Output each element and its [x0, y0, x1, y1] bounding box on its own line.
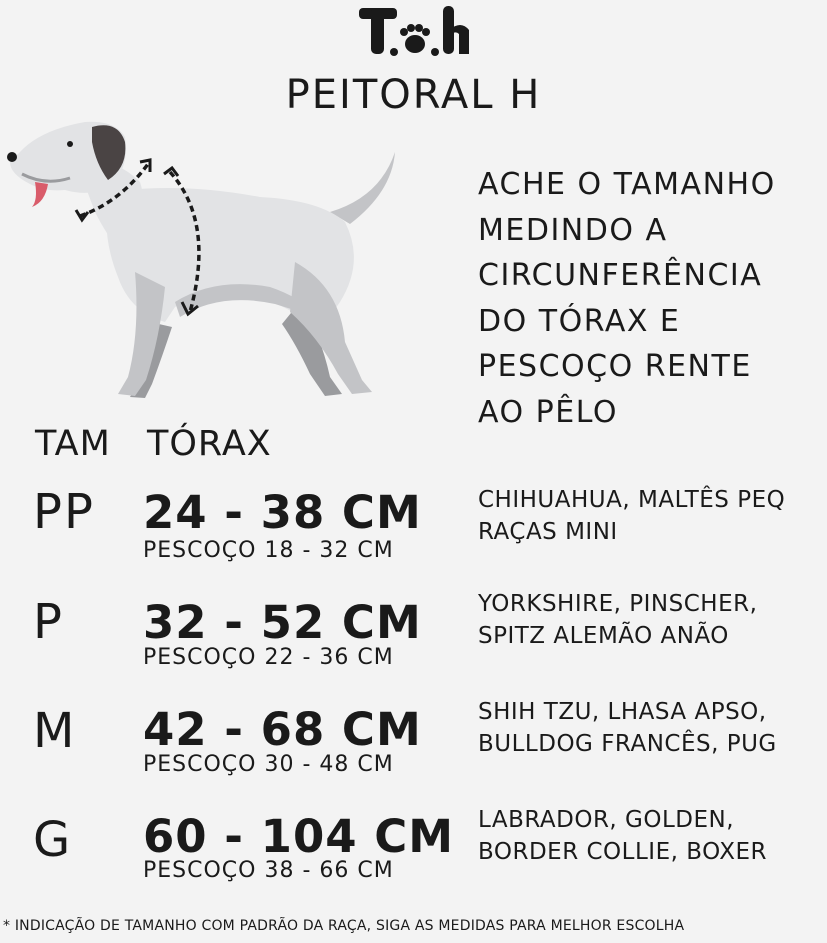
size-label: M	[33, 703, 77, 759]
instruction-line: ACHE O TAMANHO	[478, 167, 776, 202]
size-footnote: * INDICAÇÃO DE TAMANHO COM PADRÃO DA RAÇA, SIGA AS MEDIDAS PARA MELHOR ESCOLHA	[3, 918, 685, 934]
instruction-line: DO TÓRAX E	[478, 303, 681, 339]
instruction-line: MEDINDO A	[478, 212, 668, 248]
neck-range: PESCOÇO 18 - 32 CM	[143, 538, 394, 563]
breed-list	[478, 588, 757, 652]
product-title: PEITORAL H	[285, 72, 542, 118]
breed-list	[478, 696, 777, 760]
neck-range: PESCOÇO 38 - 66 CM	[143, 858, 394, 883]
size-label: G	[33, 812, 73, 868]
instruction-line: CIRCUNFERÊNCIA	[478, 258, 763, 293]
measuring-instructions	[478, 162, 776, 435]
instruction-line: PESCOÇO RENTE	[478, 349, 752, 384]
neck-range: PESCOÇO 30 - 48 CM	[143, 752, 394, 777]
chest-range: 60 - 104 CM	[143, 810, 455, 863]
breed-line: SHIH TZU, LHASA APSO,	[478, 699, 767, 725]
breed-line: RAÇAS MINI	[478, 519, 618, 545]
instruction-line: AO PÊLO	[478, 394, 618, 430]
breed-list	[478, 484, 785, 548]
chest-range: 32 - 52 CM	[143, 596, 422, 649]
breed-line: CHIHUAHUA, MALTÊS PEQ	[478, 487, 786, 513]
breed-line: YORKSHIRE, PINSCHER,	[478, 591, 758, 617]
size-label: PP	[33, 484, 95, 540]
breed-line: LABRADOR, GOLDEN,	[478, 807, 735, 833]
dog-illustration	[0, 112, 420, 416]
dog-measure-icon	[0, 112, 420, 412]
breed-line: SPITZ ALEMÃO ANÃO	[478, 623, 729, 649]
breed-list	[478, 804, 767, 868]
column-header-chest: TÓRAX	[147, 424, 272, 464]
size-label: P	[33, 594, 64, 650]
column-header-size: TAM	[35, 424, 111, 464]
toh-logo-icon	[349, 2, 479, 64]
breed-line: BULLDOG FRANCÊS, PUG	[478, 731, 777, 757]
brand-logo	[0, 2, 827, 68]
breed-line: BORDER COLLIE, BOXER	[478, 839, 767, 865]
chest-range: 24 - 38 CM	[143, 486, 422, 539]
chest-range: 42 - 68 CM	[143, 703, 422, 756]
neck-range: PESCOÇO 22 - 36 CM	[143, 645, 394, 670]
